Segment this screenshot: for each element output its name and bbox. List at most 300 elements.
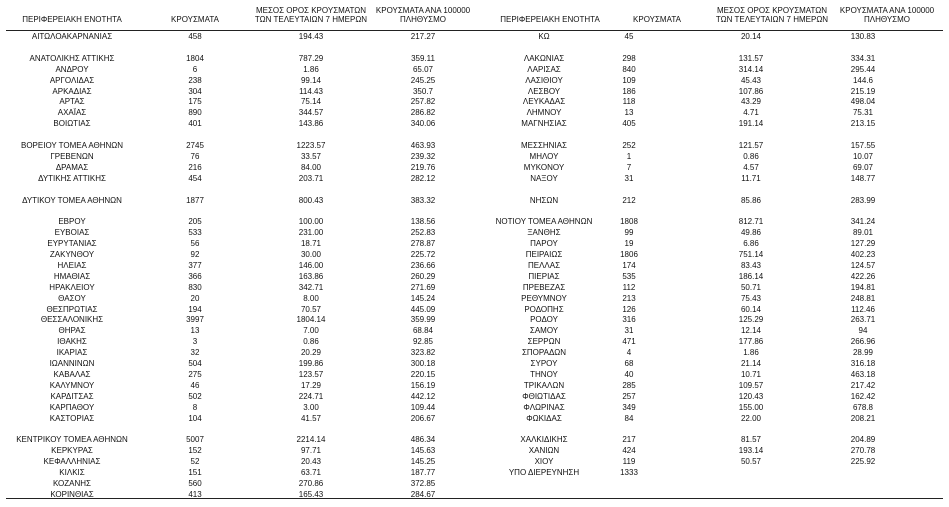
per100k-cell: 217.27 <box>410 32 436 41</box>
per100k-cell: 350.7 <box>412 86 434 96</box>
table-row <box>478 445 943 456</box>
region-cell: ΚΕΦΑΛΛΗΝΙΑΣ <box>43 457 101 467</box>
cases-cell: 257 <box>622 391 636 401</box>
table-row <box>6 86 476 97</box>
cases-cell: 304 <box>188 86 202 96</box>
per100k-cell: 678.8 <box>852 402 874 412</box>
cases-cell: 401 <box>188 119 202 129</box>
region-cell: ΘΕΣΠΡΩΤΙΑΣ <box>46 304 98 314</box>
table-row <box>478 271 943 282</box>
region-cell: ΝΗΣΩΝ <box>529 195 559 205</box>
cases-cell: 502 <box>188 391 202 401</box>
table-row <box>6 195 476 206</box>
table-row <box>478 380 943 391</box>
per100k-cell: 252.83 <box>410 228 436 238</box>
region-cell: ΙΚΑΡΙΑΣ <box>56 348 88 358</box>
region-cell: ΗΜΑΘΙΑΣ <box>53 271 91 281</box>
region-cell: ΚΑΡΔΙΤΣΑΣ <box>50 391 94 401</box>
region-cell: ΠΡΕΒΕΖΑΣ <box>522 282 566 292</box>
per100k-cell: 284.67 <box>410 489 436 499</box>
cases-cell: 5007 <box>186 435 204 445</box>
avg-cell: 114.43 <box>299 86 323 96</box>
region-cell: ΜΕΣΣΗΝΙΑΣ <box>521 141 567 150</box>
cases-cell: 298 <box>622 53 636 63</box>
avg-cell: 18.71 <box>300 239 322 249</box>
per100k-cell: 266.96 <box>850 337 876 347</box>
per100k-cell: 486.34 <box>410 435 436 445</box>
table-row <box>6 75 476 86</box>
header-region-left: ΠΕΡΙΦΕΡΕΙΑΚΗ ΕΝΟΤΗΤΑ <box>22 15 122 24</box>
cases-cell: 99 <box>624 228 634 238</box>
region-cell: ΚΙΛΚΙΣ <box>59 468 85 477</box>
per100k-cell: 217.42 <box>850 380 876 390</box>
per100k-cell: 263.71 <box>850 315 876 325</box>
per100k-cell: 94 <box>858 326 868 336</box>
per100k-cell: 65.07 <box>412 64 434 74</box>
region-cell: ΛΗΜΝΟΥ <box>526 108 562 118</box>
table-row <box>478 402 943 413</box>
region-cell: ΡΟΔΟΥ <box>530 315 558 325</box>
region-cell: ΠΙΕΡΙΑΣ <box>528 271 560 281</box>
per100k-cell: 445.09 <box>410 304 436 314</box>
per100k-cell: 92.85 <box>412 337 434 347</box>
cases-cell: 31 <box>624 326 634 336</box>
table-row <box>6 456 476 467</box>
region-cell: ΠΕΙΡΑΙΩΣ <box>525 250 563 259</box>
per100k-cell: 239.32 <box>410 151 436 161</box>
cases-cell: 32 <box>190 348 200 358</box>
table-row <box>478 434 943 445</box>
cases-cell: 45 <box>624 32 634 41</box>
per100k-cell: 206.67 <box>410 413 436 423</box>
table-row <box>478 391 943 402</box>
table-row <box>478 75 943 86</box>
table-row <box>478 304 943 315</box>
table-row <box>478 31 943 42</box>
avg-cell: 751.14 <box>738 250 764 259</box>
avg-cell: 20.14 <box>740 32 762 41</box>
cases-cell: 13 <box>190 326 200 336</box>
cases-cell: 252 <box>622 141 636 150</box>
table-row <box>478 140 943 151</box>
region-cell: ΛΑΡΙΣΑΣ <box>527 64 561 74</box>
region-cell: ΚΑΛΥΜΝΟΥ <box>49 380 95 390</box>
per100k-cell: 372.85 <box>410 478 436 488</box>
avg-cell: 41.57 <box>300 413 322 423</box>
per100k-cell: 208.21 <box>850 413 876 423</box>
cases-cell: 13 <box>624 108 634 118</box>
header-avg-right: ΜΕΣΟΣ ΟΡΟΣ ΚΡΟΥΣΜΑΤΩΝ ΤΩΝ ΤΕΛΕΥΤΑΙΩΝ 7 ΗΜΕΡΩΝ <box>715 6 829 24</box>
cases-cell: 840 <box>622 64 636 74</box>
table-row <box>6 304 476 315</box>
avg-cell: 270.86 <box>298 478 324 488</box>
per100k-cell: 359.99 <box>410 315 436 325</box>
table-row <box>478 325 943 336</box>
avg-cell: 75.43 <box>740 293 762 303</box>
avg-cell: 63.71 <box>300 468 322 477</box>
avg-cell: 199.86 <box>298 359 324 368</box>
avg-cell: 203.71 <box>298 173 324 183</box>
per100k-cell: 225.92 <box>850 457 876 467</box>
region-cell: ΛΕΥΚΑΔΑΣ <box>522 97 566 107</box>
avg-cell: 20.43 <box>300 457 322 467</box>
avg-cell: 6.86 <box>743 239 759 249</box>
cases-cell: 1333 <box>620 468 638 477</box>
table-row <box>6 478 476 489</box>
cases-cell: 377 <box>188 260 202 270</box>
cases-cell: 152 <box>188 446 202 456</box>
cases-cell: 104 <box>188 413 202 423</box>
region-cell: ΣΥΡΟΥ <box>530 359 558 368</box>
cases-cell: 458 <box>188 32 202 41</box>
avg-cell: 97.71 <box>300 446 322 456</box>
cases-cell: 175 <box>188 97 202 107</box>
region-cell: ΙΘΑΚΗΣ <box>57 337 87 347</box>
per100k-cell: 187.77 <box>410 468 436 477</box>
avg-cell: 107.86 <box>738 86 764 96</box>
cases-cell: 366 <box>188 271 202 281</box>
cases-cell: 3 <box>192 337 198 347</box>
per100k-cell: 145.24 <box>410 293 436 303</box>
table-row <box>478 456 943 467</box>
region-cell: ΚΕΝΤΡΙΚΟΥ ΤΟΜΕΑ ΑΘΗΝΩΝ <box>16 435 128 445</box>
cases-cell: 1877 <box>186 195 204 205</box>
table-row <box>6 271 476 282</box>
per100k-cell: 260.29 <box>410 271 436 281</box>
region-cell: ΔΥΤΙΚΟΥ ΤΟΜΕΑ ΑΘΗΝΩΝ <box>22 195 122 205</box>
per100k-cell: 282.12 <box>410 173 436 183</box>
table-row <box>6 162 476 173</box>
per100k-cell: 130.83 <box>850 32 876 41</box>
per100k-cell: 236.66 <box>410 260 436 270</box>
region-cell: ΒΟΙΩΤΙΑΣ <box>53 119 91 129</box>
table-row <box>6 369 476 380</box>
avg-cell: 1.86 <box>303 64 319 74</box>
avg-cell: 20.29 <box>300 348 322 358</box>
avg-cell: 787.29 <box>298 53 324 63</box>
cases-cell: 217 <box>622 435 636 445</box>
avg-cell: 123.57 <box>298 369 324 379</box>
table-bottom-rule <box>6 498 943 499</box>
cases-cell: 1 <box>626 151 632 161</box>
table-row <box>6 151 476 162</box>
header-avg-left: ΜΕΣΟΣ ΟΡΟΣ ΚΡΟΥΣΜΑΤΩΝ ΤΩΝ ΤΕΛΕΥΤΑΙΩΝ 7 ΗΜΕΡΩΝ <box>254 6 368 24</box>
avg-cell: 30.00 <box>300 250 322 259</box>
avg-cell: 4.71 <box>743 108 759 118</box>
per100k-cell: 463.18 <box>850 369 876 379</box>
per100k-cell: 157.55 <box>850 141 876 150</box>
table-row <box>6 413 476 424</box>
header-per100k-right: ΚΡΟΥΣΜΑΤΑ ΑΝΑ 100000 ΠΛΗΘΥΣΜΟ <box>839 6 935 24</box>
table-row <box>478 369 943 380</box>
cases-cell: 56 <box>190 239 200 249</box>
region-cell: ΥΠΟ ΔΙΕΡΕΥΝΗΣΗ <box>508 468 580 477</box>
table-row <box>6 467 476 478</box>
region-cell: ΕΥΡΥΤΑΝΙΑΣ <box>47 239 97 249</box>
avg-cell: 342.71 <box>298 282 324 292</box>
per100k-cell: 271.69 <box>410 282 436 292</box>
cases-cell: 471 <box>622 337 636 347</box>
avg-cell: 84.00 <box>300 162 322 172</box>
per100k-cell: 316.18 <box>850 359 876 368</box>
avg-cell: 0.86 <box>743 151 759 161</box>
cases-cell: 535 <box>622 271 636 281</box>
region-cell: ΚΟΖΑΝΗΣ <box>52 478 92 488</box>
cases-cell: 1806 <box>620 250 638 259</box>
table-row <box>478 260 943 271</box>
avg-cell: 125.29 <box>738 315 764 325</box>
table-row <box>478 347 943 358</box>
per100k-cell: 213.15 <box>850 119 876 129</box>
region-cell: ΚΕΡΚΥΡΑΣ <box>51 446 93 456</box>
per100k-cell: 323.82 <box>410 348 436 358</box>
per100k-cell: 28.99 <box>852 348 874 358</box>
avg-cell: 11.71 <box>741 173 761 183</box>
region-cell: ΖΑΚΥΝΘΟΥ <box>49 250 95 259</box>
per100k-cell: 156.19 <box>410 380 436 390</box>
table-row <box>478 118 943 129</box>
per100k-cell: 402.23 <box>850 250 876 259</box>
per100k-cell: 270.78 <box>850 446 876 456</box>
region-cell: ΝΑΞΟΥ <box>530 173 558 183</box>
cases-cell: 68 <box>624 359 634 368</box>
per100k-cell: 225.72 <box>410 250 436 259</box>
region-cell: ΧΑΛΚΙΔΙΚΗΣ <box>520 435 568 445</box>
avg-cell: 99.14 <box>300 75 322 85</box>
cases-cell: 174 <box>622 260 636 270</box>
cases-cell: 84 <box>624 413 634 423</box>
table-row <box>6 358 476 369</box>
per100k-cell: 124.57 <box>850 260 876 270</box>
region-cell: ΚΟΡΙΝΘΙΑΣ <box>50 489 94 499</box>
cases-cell: 890 <box>188 108 202 118</box>
avg-cell: 155.00 <box>738 402 764 412</box>
avg-cell: 186.14 <box>738 271 764 281</box>
region-cell: ΑΡΚΑΔΙΑΣ <box>52 86 92 96</box>
avg-cell: 81.57 <box>740 435 762 445</box>
region-cell: ΑΡΤΑΣ <box>59 97 85 107</box>
table-row <box>6 336 476 347</box>
cases-cell: 2745 <box>186 141 204 150</box>
region-cell: ΝΟΤΙΟΥ ΤΟΜΕΑ ΑΘΗΝΩΝ <box>495 217 593 227</box>
avg-cell: 7.00 <box>303 326 319 336</box>
cases-cell: 40 <box>624 369 634 379</box>
avg-cell: 75.14 <box>300 97 322 107</box>
avg-cell: 131.57 <box>738 53 764 63</box>
region-cell: ΜΑΓΝΗΣΙΑΣ <box>521 119 567 129</box>
cases-cell: 46 <box>190 380 200 390</box>
cases-cell: 1804 <box>186 53 204 63</box>
region-cell: ΚΩ <box>538 32 550 41</box>
per100k-cell: 138.56 <box>410 217 436 227</box>
avg-cell: 21.14 <box>740 359 762 368</box>
cases-cell: 119 <box>622 457 636 467</box>
cases-cell: 20 <box>190 293 200 303</box>
region-cell: ΑΡΓΟΛΙΔΑΣ <box>49 75 95 85</box>
avg-cell: 2214.14 <box>296 435 326 445</box>
cases-cell: 109 <box>622 75 636 85</box>
table-row <box>6 216 476 227</box>
per100k-cell: 109.44 <box>410 402 436 412</box>
avg-cell: 231.00 <box>298 228 324 238</box>
region-cell: ΕΥΒΟΙΑΣ <box>54 228 90 238</box>
per100k-cell: 144.6 <box>852 75 874 85</box>
avg-cell: 143.86 <box>298 119 324 129</box>
cases-cell: 205 <box>188 217 202 227</box>
per100k-cell: 278.87 <box>410 239 436 249</box>
cases-cell: 275 <box>188 369 202 379</box>
avg-cell: 191.14 <box>738 119 764 129</box>
cases-cell: 1808 <box>620 217 638 227</box>
cases-cell: 216 <box>188 162 202 172</box>
per100k-cell: 75.31 <box>852 108 874 118</box>
avg-cell: 83.43 <box>740 260 762 270</box>
region-cell: ΛΑΚΩΝΙΑΣ <box>523 53 565 63</box>
table-row <box>478 96 943 107</box>
cases-cell: 424 <box>622 446 636 456</box>
table-row <box>6 260 476 271</box>
avg-cell: 0.86 <box>303 337 319 347</box>
table-row <box>478 151 943 162</box>
region-cell: ΧΙΟΥ <box>534 457 554 467</box>
avg-cell: 344.57 <box>298 108 324 118</box>
table-row <box>6 238 476 249</box>
avg-cell: 3.00 <box>303 402 319 412</box>
region-cell: ΧΑΝΙΩΝ <box>528 446 560 456</box>
region-cell: ΙΩΑΝΝΙΝΩΝ <box>49 359 95 368</box>
table-row <box>478 53 943 64</box>
region-cell: ΗΛΕΙΑΣ <box>57 260 87 270</box>
per100k-cell: 442.12 <box>410 391 436 401</box>
avg-cell: 17.29 <box>300 380 322 390</box>
avg-cell: 45.43 <box>740 75 762 85</box>
per100k-cell: 162.42 <box>850 391 876 401</box>
cases-cell: 533 <box>188 228 202 238</box>
table-row <box>6 173 476 184</box>
table-row <box>6 107 476 118</box>
region-cell: ΓΡΕΒΕΝΩΝ <box>50 151 94 161</box>
per100k-cell: 215.19 <box>850 86 876 96</box>
per100k-cell: 145.25 <box>410 457 436 467</box>
region-cell: ΠΑΡΟΥ <box>530 239 558 249</box>
region-cell: ΣΠΟΡΑΔΩΝ <box>521 348 567 358</box>
table-row <box>478 249 943 260</box>
avg-cell: 194.43 <box>298 32 324 41</box>
per100k-cell: 300.18 <box>410 359 436 368</box>
per100k-cell: 10.07 <box>852 151 874 161</box>
region-cell: ΛΕΣΒΟΥ <box>527 86 561 96</box>
region-cell: ΒΟΡΕΙΟΥ ΤΟΜΕΑ ΑΘΗΝΩΝ <box>20 141 124 150</box>
avg-cell: 50.71 <box>740 282 762 292</box>
cases-cell: 52 <box>190 457 200 467</box>
table-row <box>478 467 943 478</box>
cases-cell: 186 <box>622 86 636 96</box>
per100k-cell: 127.29 <box>850 239 876 249</box>
cases-cell: 76 <box>190 151 200 161</box>
header-per100k-left: ΚΡΟΥΣΜΑΤΑ ΑΝΑ 100000 ΠΛΗΘΥΣΜΟ <box>375 6 471 24</box>
cases-cell: 3997 <box>186 315 204 325</box>
table-row <box>478 162 943 173</box>
avg-cell: 120.43 <box>738 391 764 401</box>
table-row <box>478 173 943 184</box>
header-cases-left: ΚΡΟΥΣΜΑΤΑ <box>171 15 219 24</box>
per100k-cell: 334.31 <box>850 53 876 63</box>
header-region-right: ΠΕΡΙΦΕΡΕΙΑΚΗ ΕΝΟΤΗΤΑ <box>500 15 600 24</box>
cases-cell: 413 <box>188 489 202 499</box>
table-row <box>6 227 476 238</box>
avg-cell: 33.57 <box>300 151 322 161</box>
region-cell: ΛΑΣΙΘΙΟΥ <box>525 75 563 85</box>
region-cell: ΔΥΤΙΚΗΣ ΑΤΤΙΚΗΣ <box>38 173 106 183</box>
per100k-cell: 219.76 <box>410 162 436 172</box>
avg-cell: 4.57 <box>743 162 759 172</box>
cases-cell: 830 <box>188 282 202 292</box>
table-row <box>6 96 476 107</box>
region-cell: ΚΑΒΑΛΑΣ <box>53 369 91 379</box>
avg-cell: 10.71 <box>740 369 762 379</box>
per100k-cell: 286.82 <box>410 108 436 118</box>
per100k-cell: 148.77 <box>850 173 876 183</box>
per100k-cell: 463.93 <box>410 141 436 150</box>
per100k-cell: 283.99 <box>850 195 876 205</box>
cases-cell: 285 <box>622 380 636 390</box>
avg-cell: 22.00 <box>740 413 762 423</box>
region-cell: ΘΕΣΣΑΛΟΝΙΚΗΣ <box>40 315 104 325</box>
avg-cell: 224.71 <box>298 391 324 401</box>
per100k-cell: 359.11 <box>411 53 435 63</box>
table-row <box>478 336 943 347</box>
avg-cell: 1.86 <box>743 348 759 358</box>
per100k-cell: 245.25 <box>410 75 436 85</box>
left-table <box>6 31 476 497</box>
table-row <box>6 402 476 413</box>
cases-cell: 212 <box>622 195 636 205</box>
avg-cell: 165.43 <box>298 489 324 499</box>
avg-cell: 800.43 <box>298 195 324 205</box>
per100k-cell: 68.84 <box>412 326 434 336</box>
cases-cell: 126 <box>622 304 636 314</box>
avg-cell: 1223.57 <box>296 141 326 150</box>
avg-cell: 163.86 <box>298 271 324 281</box>
table-row <box>6 64 476 75</box>
cases-cell: 112 <box>622 282 636 292</box>
region-cell: ΚΑΡΠΑΘΟΥ <box>49 402 95 412</box>
avg-cell: 50.57 <box>740 457 762 467</box>
region-cell: ΦΛΩΡΙΝΑΣ <box>523 402 565 412</box>
per100k-cell: 112.46 <box>851 304 875 314</box>
region-cell: ΘΗΡΑΣ <box>58 326 86 336</box>
avg-cell: 12.14 <box>740 326 762 336</box>
per100k-cell: 220.15 <box>410 369 436 379</box>
cases-cell: 316 <box>622 315 636 325</box>
region-cell: ΣΕΡΡΩΝ <box>527 337 561 347</box>
table-row <box>6 118 476 129</box>
cases-cell: 92 <box>190 250 200 259</box>
avg-cell: 177.86 <box>738 337 764 347</box>
cases-cell: 151 <box>188 468 202 477</box>
table-row <box>6 140 476 151</box>
avg-cell: 812.71 <box>738 217 764 227</box>
region-cell: ΦΘΙΩΤΙΔΑΣ <box>522 391 566 401</box>
avg-cell: 146.00 <box>298 260 324 270</box>
region-cell: ΠΕΛΛΑΣ <box>527 260 561 270</box>
avg-cell: 49.86 <box>740 228 762 238</box>
per100k-cell: 194.81 <box>850 282 876 292</box>
avg-cell: 109.57 <box>738 380 764 390</box>
cases-cell: 405 <box>622 119 636 129</box>
per100k-cell: 204.89 <box>850 435 876 445</box>
avg-cell: 70.57 <box>300 304 322 314</box>
